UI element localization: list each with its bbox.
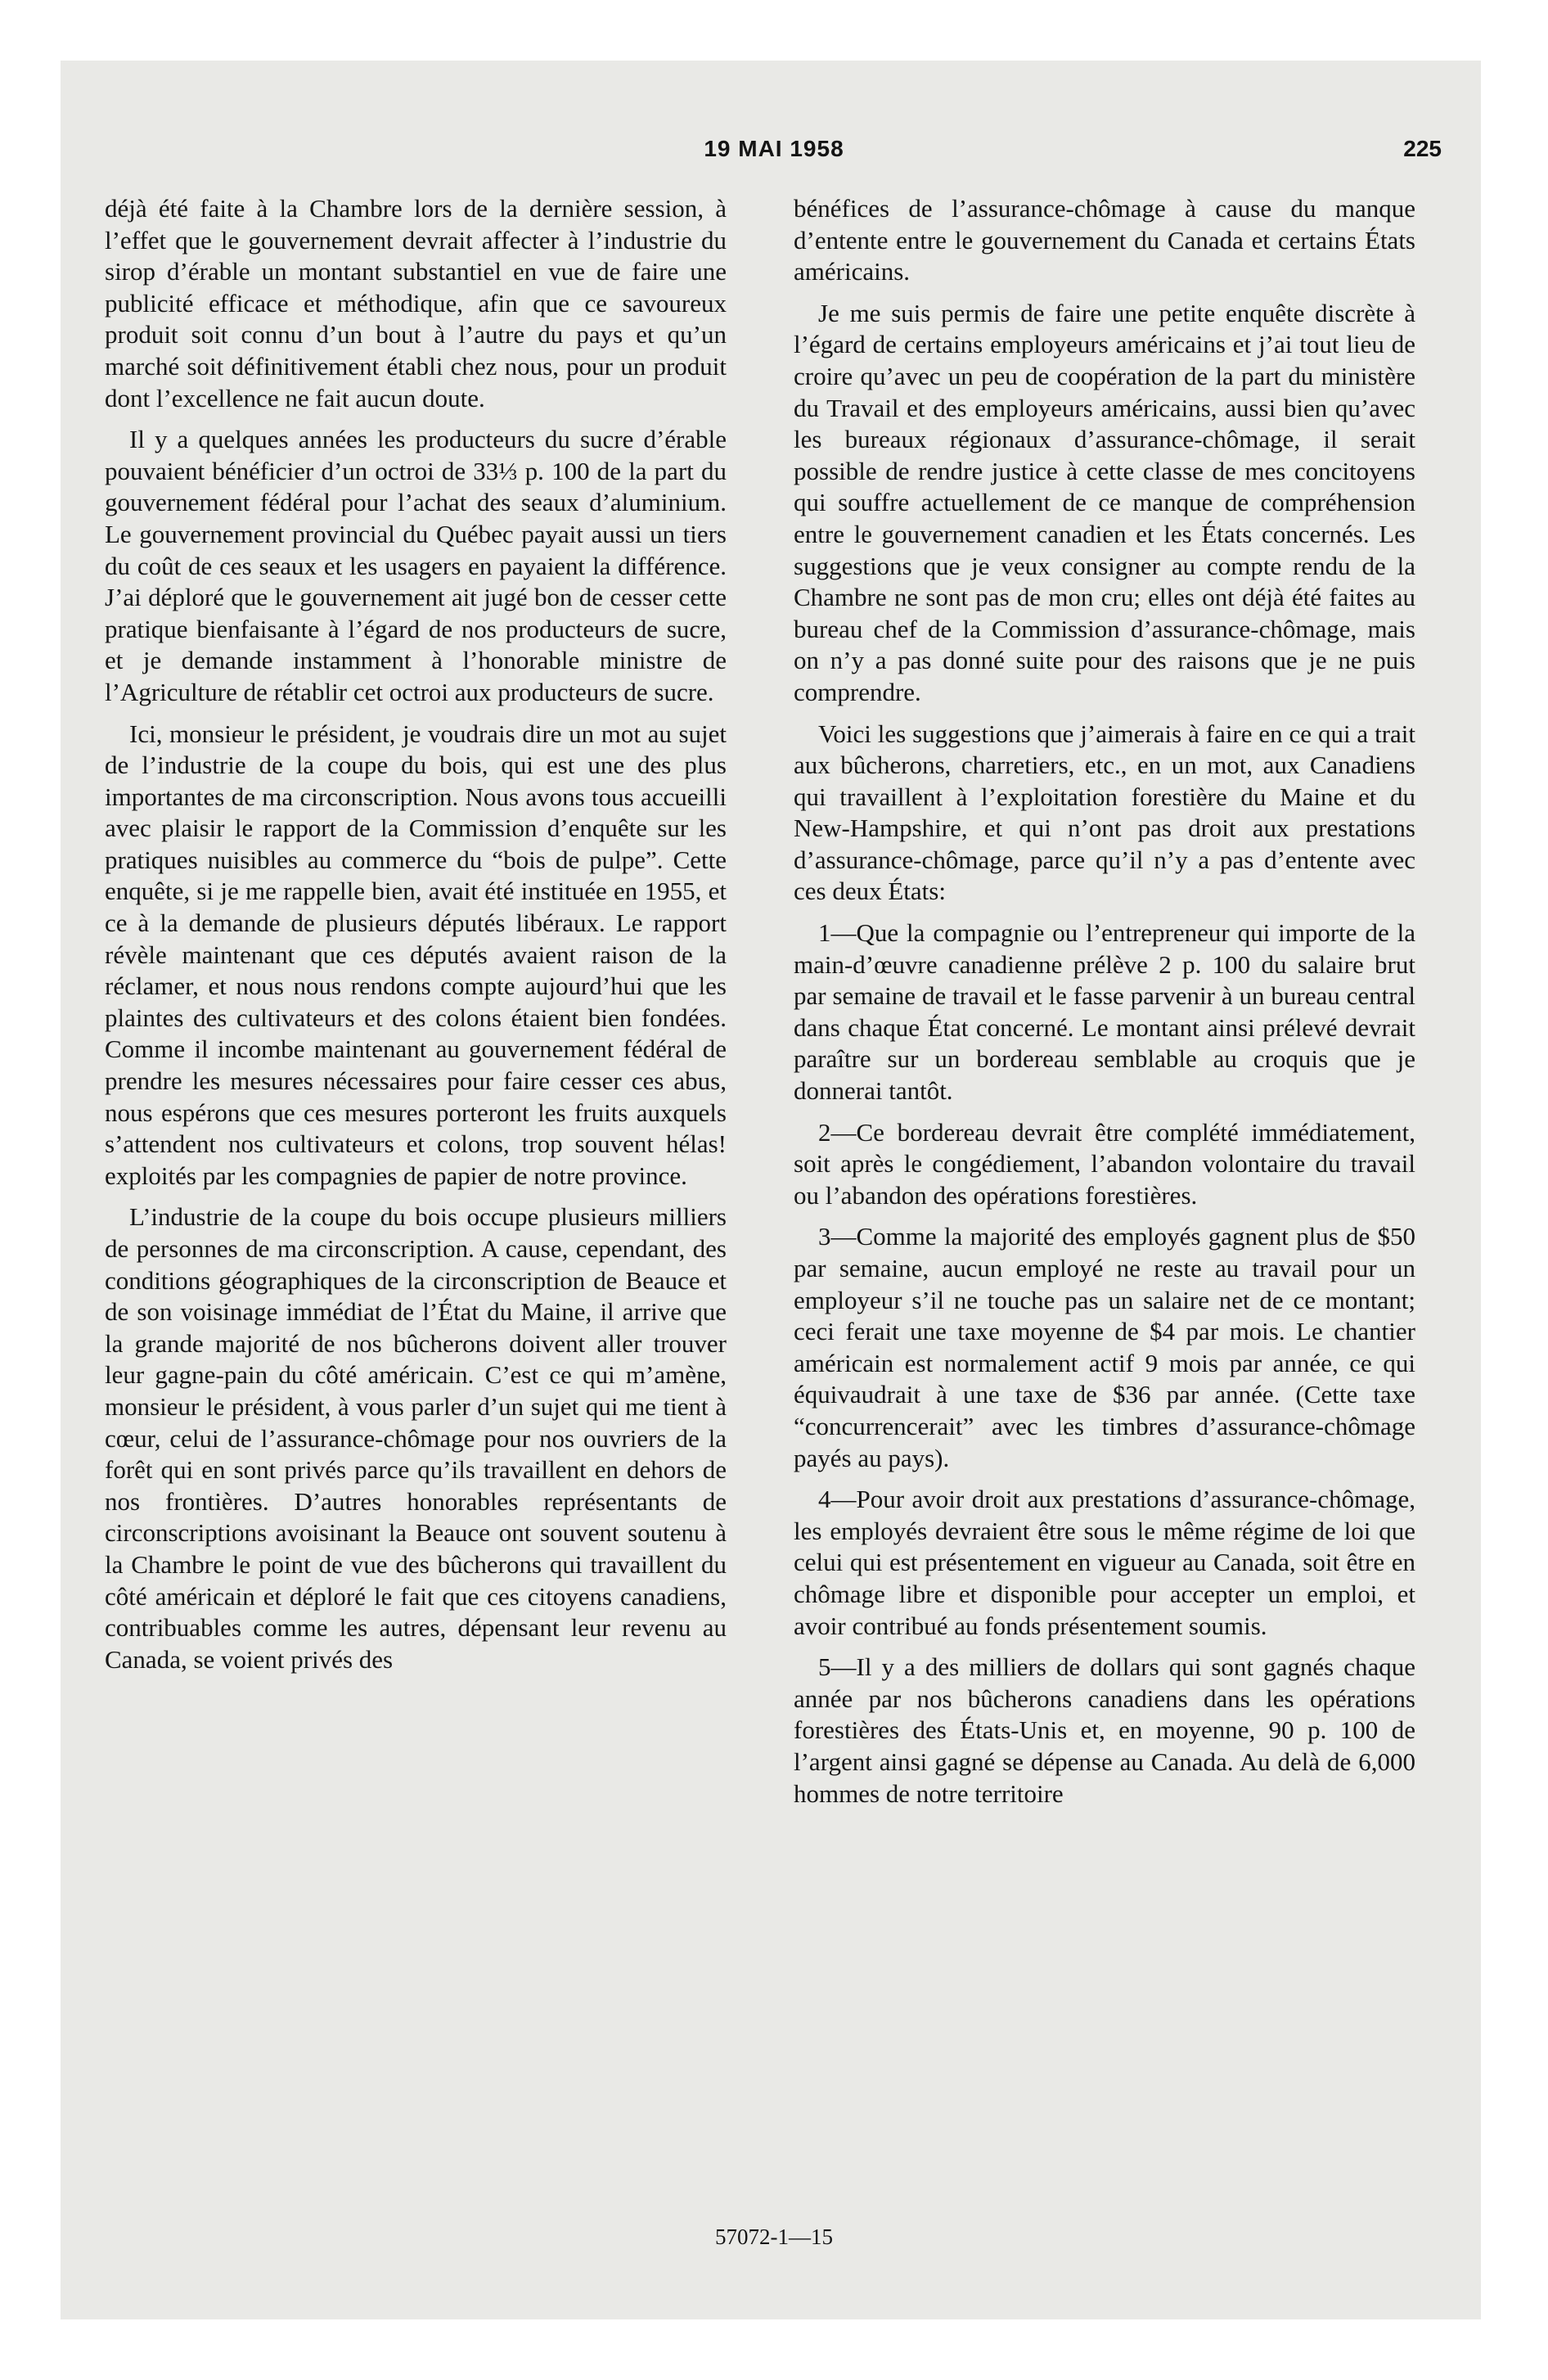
page-footer-code: 57072-1—15 — [715, 2224, 833, 2249]
paragraph: L’industrie de la coupe du bois occupe plusieurs milliers de personnes de ma circonscription. A cause, cependant, des conditions géographiques de la circonscription de Beauce et de son voisinage immédiat de l’État du Maine, il arrive que la grande majorité de nos bûcherons doivent aller trouver leur gagne-pain du côté américain. C’est ce qui m’amène, monsieur le président, à vous parler d’un sujet qui me tient à cœur, celui de l’assurance-chômage pour nos ouvriers de la forêt qui en sont privés parce qu’ils travaillent en dehors de nos frontières. D’autres honorables représentants de circonscriptions avoisinant la Beauce ont souvent soutenu à la Chambre le point de vue des bûcherons qui travaillent du côté américain et déploré le fait que ces citoyens canadiens, contribuables comme les autres, dépensant leur revenu au Canada, se voient privés des — [105, 1202, 727, 1674]
paragraph: déjà été faite à la Chambre lors de la dernière session, à l’effet que le gouvernement devrait affecter à l’industrie du sirop d’érable un montant substantiel en vue de faire une publicité efficace et méthodique, afin que ce savoureux produit soit connu d’un bout à l’autre du pays et qu’un marché soit définitivement établi chez nous, pour un produit dont l’excellence ne fait aucun doute. — [105, 194, 727, 412]
numbered-paragraph: 3—Comme la majorité des employés gagnent plus de $50 par semaine, aucun employé ne reste au travail pour un employeur s’il ne touche pas un salaire net de ce montant; ceci ferait une taxe moyenne de $4 par mois. Le chantier américain est normalement actif 9 mois par année, ce qui équivaudrait à une taxe de $36 par année. (Cette taxe “concurrencerait” avec les timbres d’assurance-chômage payés au pays). — [794, 1222, 1415, 1472]
numbered-paragraph: 2—Ce bordereau devrait être complété immédiatement, soit après le congédiement, l’abandon volontaire du travail ou l’abandon des opérations forestières. — [794, 1117, 1415, 1210]
right-column — [794, 193, 1415, 1819]
page-date: 19 MAI 1958 — [704, 136, 844, 161]
page-header — [0, 136, 1548, 177]
paragraph: Je me suis permis de faire une petite enquête discrète à l’égard de certains employeurs américains et j’ai tout lieu de croire qu’avec un peu de coopération de la part du ministère du Travail et des employeurs américains, aussi bien qu’avec les bureaux régionaux d’assurance-chômage, il serait possible de rendre justice à cette classe de mes concitoyens qui souffre actuellement de ce manque de compréhension entre le gouvernement canadien et les États concernés. Les suggestions que je veux consigner au compte rendu de la Chambre ne sont pas de mon cru; elles ont déjà été faites au bureau chef de la Commission d’assurance-chômage, mais on n’y a pas donné suite pour des raisons que je ne puis comprendre. — [794, 298, 1415, 706]
left-column — [105, 193, 727, 1685]
numbered-paragraph: 4—Pour avoir droit aux prestations d’assurance-chômage, les employés devraient être sous le même régime de loi que celui qui est présentement en vigueur au Canada, soit être en chômage libre et disponible pour accepter un emploi, et avoir contribué au fonds présentement soumis. — [794, 1485, 1415, 1640]
numbered-paragraph: 5—Il y a des milliers de dollars qui sont gagnés chaque année par nos bûcherons canadiens dans les opérations forestières des États-Unis et, en moyenne, 90 p. 100 de l’argent ainsi gagné se dépense au Canada. Au delà de 6,000 hommes de notre territoire — [794, 1652, 1415, 1808]
paragraph: Voici les suggestions que j’aimerais à faire en ce qui a trait aux bûcherons, charretiers, etc., en un mot, aux Canadiens qui travaillent à l’exploitation forestière du Maine et du New-Hampshire, et qui n’ont pas droit aux prestations d’assurance-chômage, parce qu’il n’y a pas d’entente avec ces deux États: — [794, 719, 1415, 906]
paragraph: bénéfices de l’assurance-chômage à cause du manque d’entente entre le gouvernement du Canada et certains États américains. — [794, 194, 1415, 286]
page-number: 225 — [1403, 136, 1442, 161]
paragraph: Ici, monsieur le président, je voudrais dire un mot au sujet de l’industrie de la coupe du bois, qui est une des plus importantes de ma circonscription. Nous avons tous accueilli avec plaisir le rapport de la Commission d’enquête sur les pratiques nuisibles au commerce du “bois de pulpe”. Cette enquête, si je me rappelle bien, avait été instituée en 1955, et ce à la demande de plusieurs députés libéraux. Le rapport révèle maintenant que ces députés avaient raison de la réclamer, et nous nous rendons compte aujourd’hui que les plaintes des cultivateurs et des colons étaient bien fondées. Comme il incombe maintenant au gouvernement fédéral de prendre les mesures nécessaires pour faire cesser ces abus, nous espérons que ces mesures porteront les fruits auxquels s’attendent nos cultivateurs et colons, trop souvent hélas! exploités par les compagnies de papier de notre province. — [105, 719, 727, 1190]
paragraph: Il y a quelques années les producteurs du sucre d’érable pouvaient bénéficier d’un octroi de 33⅓ p. 100 de la part du gouvernement fédéral pour l’achat des seaux d’aluminium. Le gouvernement provincial du Québec payait aussi un tiers du coût de ces seaux et les usagers en payaient la différence. J’ai déploré que le gouvernement ait jugé bon de cesser cette pratique bienfaisante à l’égard de nos producteurs de sucre, et je demande instamment à l’honorable ministre de l’Agriculture de rétablir cet octroi aux producteurs de sucre. — [105, 425, 727, 706]
numbered-paragraph: 1—Que la compagnie ou l’entrepreneur qui importe de la main-d’œuvre canadienne prélève 2 p. 100 du salaire brut par semaine de travail et le fasse parvenir à un bureau central dans chaque État concerné. Le montant ainsi prélevé devrait paraître sur un bordereau semblable au croquis que je donnerai tantôt. — [794, 918, 1415, 1106]
